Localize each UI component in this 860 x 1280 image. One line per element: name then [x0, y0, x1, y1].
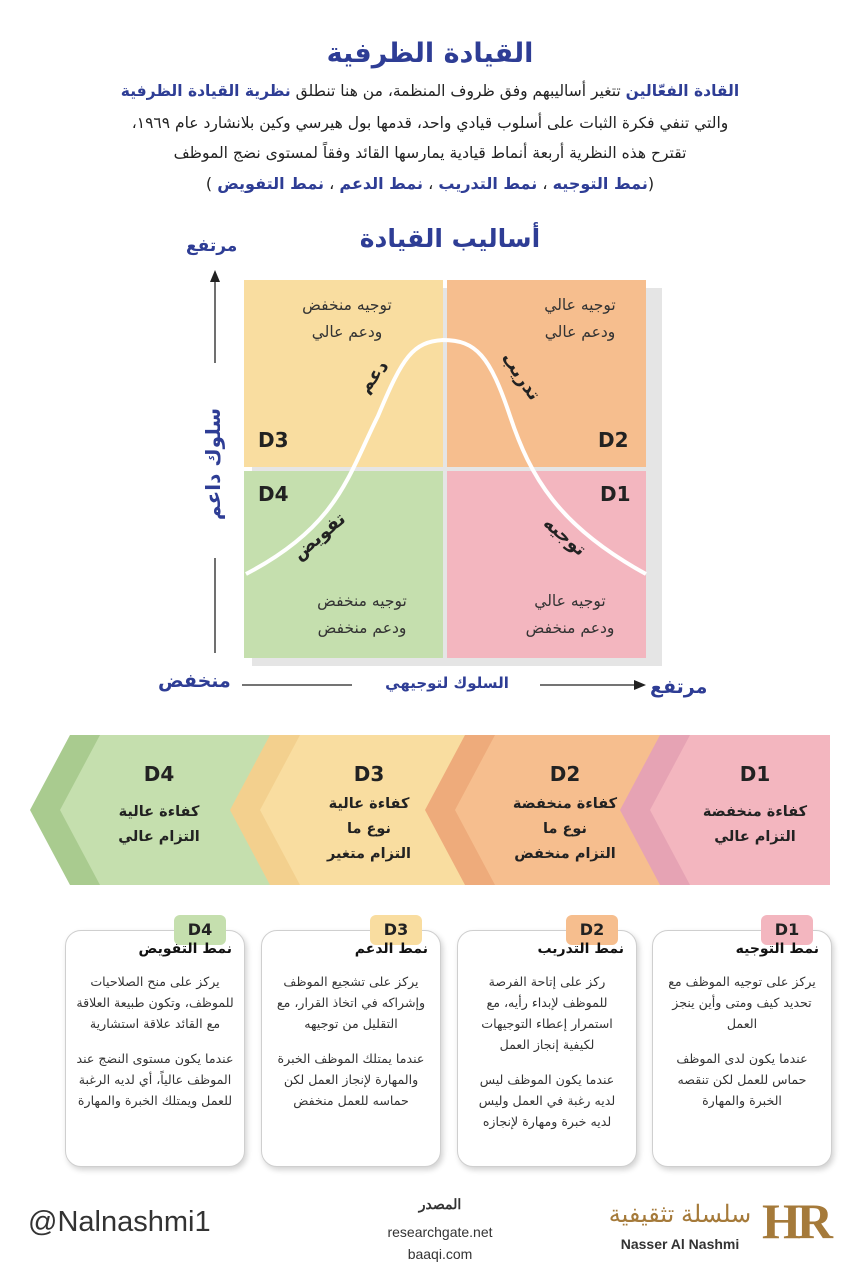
chevron-d4: [84, 762, 234, 850]
x-axis-low-label: منخفض: [158, 670, 231, 692]
card-d1: [652, 920, 832, 1167]
y-axis-arrow: [205, 268, 225, 658]
card-d4-p2: عندما يكون مستوى النضج عند الموظف عالياً، أي لديه الرغبة للعمل ويمتلك الخبرة والمهارة: [76, 1051, 234, 1108]
quadrant-d2-code: D2: [598, 428, 629, 452]
curve-label-support: دعم: [354, 356, 394, 397]
sep: ،: [324, 174, 340, 193]
style-supporting: نمط الدعم: [339, 174, 424, 193]
quadrant-d3-text: [247, 292, 447, 346]
chart-title: أساليب القيادة: [359, 224, 541, 253]
intro-theory-name: نظرية القيادة الظرفية: [120, 82, 291, 100]
d3-line2: ودعم عالي: [311, 323, 383, 341]
card-d4-p1: يركز على منح الصلاحيات للموظف، وتكون طبيعة العلاقة مع القائد علاقة استشارية: [76, 974, 234, 1031]
card-d3-title: نمط الدعم: [354, 941, 428, 957]
y-axis-label: سلوك داعم: [201, 407, 225, 521]
quadrant-d1-text: [470, 588, 670, 642]
x-axis-arrow: [240, 676, 650, 696]
card-d2-p1: ركز على إتاحة الفرصة للموظف لإبداء رأيه، مع استمرار إعطاء التوجيهات لكيفية إنجاز العمل: [481, 974, 613, 1052]
chevron-d2-line2: نوع ما: [543, 821, 587, 837]
d2-line1: توجيه عالي: [544, 296, 616, 314]
curve-label-directing: توجيه: [539, 512, 591, 561]
quadrant-d2-text: [480, 292, 680, 346]
chevron-d3-line3: التزام متغير: [326, 846, 412, 862]
sep: ،: [423, 174, 439, 193]
curve-label-coaching: تدريب: [496, 348, 545, 405]
source-baaqi[interactable]: baaqi.com: [407, 1246, 473, 1262]
chevron-d4-line2: التزام عالي: [118, 829, 200, 845]
style-delegating: نمط التفويض: [217, 174, 325, 193]
curve-label-delegating: تفويض: [288, 508, 350, 565]
chevron-d2-line3: التزام منخفض: [514, 846, 616, 862]
card-d1-p2: عندما يكون لدى الموظف حماس للعمل لكن تنقصه الخبرة والمهارة: [676, 1051, 808, 1108]
card-d2-title: نمط التدريب: [537, 941, 624, 957]
chevron-d2-line1: كفاءة منخفضة: [512, 796, 618, 812]
sep: ،: [537, 174, 553, 193]
quadrant-d1-code: D1: [600, 482, 631, 506]
brand-english: Nasser Al Nashmi: [620, 1236, 740, 1252]
d2-line2: ودعم عالي: [544, 323, 616, 341]
intro-line-1: [30, 82, 830, 100]
x-axis-label: السلوك لتوجيهي: [352, 674, 542, 692]
d1-line1: توجيه عالي: [534, 592, 606, 610]
chevron-d3-line1: كفاءة عالية: [328, 796, 410, 812]
card-d1-title: نمط التوجيه: [735, 941, 819, 957]
card-d3-p1: يركز على تشجيع الموظف وإشراكه في اتخاذ القرار، مع التقليل من توجيهه: [276, 974, 426, 1031]
card-d4-title: نمط التفويض: [138, 941, 232, 957]
card-d1-tab: D1: [761, 915, 813, 945]
paren-close: ): [205, 174, 218, 193]
style-coaching: نمط التدريب: [438, 174, 538, 193]
chevron-d3-code: D3: [353, 762, 385, 786]
chevron-d1-line2: التزام عالي: [714, 829, 796, 845]
card-d2-body: [468, 971, 626, 1146]
card-d3-p2: عندما يمتلك الموظف الخبرة والمهارة لإنجاز العمل لكن حماسه للعمل منخفض: [277, 1051, 425, 1108]
chevron-d4-line1: كفاءة عالية: [118, 804, 200, 820]
card-d2: [457, 920, 637, 1167]
card-d3-body: [272, 971, 430, 1125]
d3-line1: توجيه منخفض: [302, 296, 392, 314]
card-d3: [261, 920, 441, 1167]
card-d1-p1: يركز على توجيه الموظف مع تحديد كيف ومتى وأين ينجز العمل: [668, 974, 816, 1031]
intro-line-2: والتي تنفي فكرة الثبات على أسلوب قيادي واحد، قدمها بول هيرسي وكين بلانشارد عام ١٩٦٩،: [131, 114, 729, 132]
chevron-d4-code: D4: [143, 762, 175, 786]
card-d4: [65, 920, 245, 1167]
card-d2-p2: عندما يكون الموظف ليس لديه رغبة في العمل وليس لديه خبرة ومهارة لإنجازه: [478, 1072, 616, 1129]
card-d3-tab: D3: [370, 915, 422, 945]
paren-open: (: [647, 174, 655, 193]
chevron-d2-code: D2: [549, 762, 581, 786]
d4-line1: توجيه منخفض: [317, 592, 407, 610]
quadrant-d3-code: D3: [258, 428, 289, 452]
chevron-d2: [490, 762, 640, 867]
chevron-d3: [294, 762, 444, 867]
y-axis-high-label: مرتفع: [186, 236, 238, 256]
card-d4-body: [76, 971, 234, 1125]
source-researchgate[interactable]: researchgate.net: [387, 1224, 493, 1240]
chevron-d1: [680, 762, 830, 850]
d1-line2: ودعم منخفض: [525, 619, 615, 637]
x-axis-high-label: مرتفع: [650, 676, 708, 698]
style-directing: نمط التوجيه: [552, 174, 648, 193]
card-d4-tab: D4: [174, 915, 226, 945]
chevron-d1-line1: كفاءة منخفضة: [702, 804, 808, 820]
card-d1-body: [663, 971, 821, 1125]
intro-line-4: [30, 174, 830, 193]
quadrant-d4-text: [262, 588, 462, 642]
intro-line-3: تقترح هذه النظرية أربعة أنماط قيادية يمارسها القائد وفقاً لمستوى نضج الموظف: [173, 144, 687, 162]
quadrant-d4-code: D4: [258, 482, 289, 506]
card-d2-tab: D2: [566, 915, 618, 945]
source-label: المصدر: [418, 1196, 462, 1212]
intro-line-1-text: تتغير أساليبهم وفق ظروف المنظمة، من هنا تنطلق: [290, 82, 626, 100]
brand-arabic: سلسلة تثقيفية: [608, 1201, 752, 1228]
d4-line2: ودعم منخفض: [317, 619, 407, 637]
intro-effective-leaders: القادة الفعّالين: [625, 82, 740, 100]
page-title: القيادة الظرفية: [326, 38, 534, 69]
chevron-d1-code: D1: [739, 762, 771, 786]
twitter-handle[interactable]: @Nalnashmi1: [28, 1206, 211, 1238]
hr-logo: HR: [762, 1193, 829, 1249]
chevron-d3-line2: نوع ما: [347, 821, 391, 837]
